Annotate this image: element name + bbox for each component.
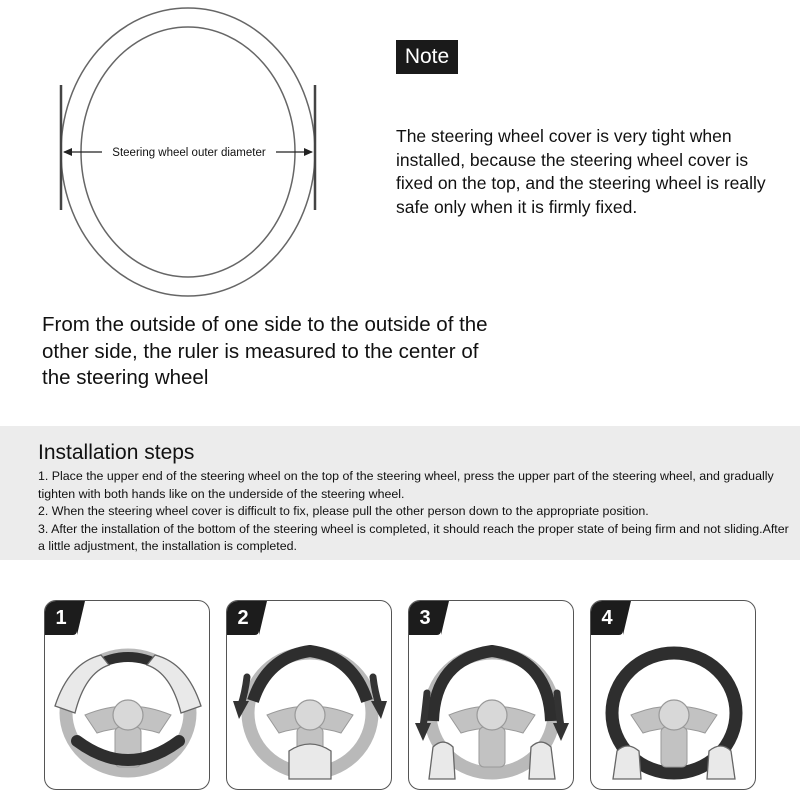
step-2-text: 2. When the steering wheel cover is difficult to fix, please pull the other person down to the appropriate position. bbox=[38, 504, 649, 519]
installation-title: Installation steps bbox=[38, 441, 195, 464]
note-badge: Note bbox=[396, 40, 458, 74]
wheel-diameter-diagram bbox=[0, 0, 400, 310]
step-number-4: 4 bbox=[591, 601, 623, 635]
arrow-left-icon bbox=[63, 148, 72, 156]
step-panel-1 bbox=[44, 600, 210, 790]
step-3-text: 3. After the installation of the bottom of the steering wheel is completed, it should reach the proper state of being firm and not sliding.After a little adjustment, the installation is completed. bbox=[38, 521, 789, 554]
step-panel-4 bbox=[590, 600, 756, 790]
installation-steps bbox=[38, 468, 798, 556]
diameter-label: Steering wheel outer diameter bbox=[112, 147, 266, 159]
step-number-2: 2 bbox=[227, 601, 259, 635]
step-panel-3 bbox=[408, 600, 574, 790]
measurement-instruction: From the outside of one side to the outside of the other side, the ruler is measured to the center of the steering wheel bbox=[42, 313, 488, 389]
arrow-right-icon bbox=[304, 148, 313, 156]
step-1-text: 1. Place the upper end of the steering wheel on the top of the steering wheel, press the upper part of the steering wheel, and gradually tighten with both hands like on the underside of the steering wheel. bbox=[38, 469, 774, 501]
step-number-1: 1 bbox=[45, 601, 77, 635]
step-panel-2 bbox=[226, 600, 392, 790]
step-number-3: 3 bbox=[409, 601, 441, 635]
note-text: The steering wheel cover is very tight when installed, because the steering wheel cover is fixed on the top, and the steering wheel is really safe only when it is firmly fixed. bbox=[396, 126, 766, 217]
